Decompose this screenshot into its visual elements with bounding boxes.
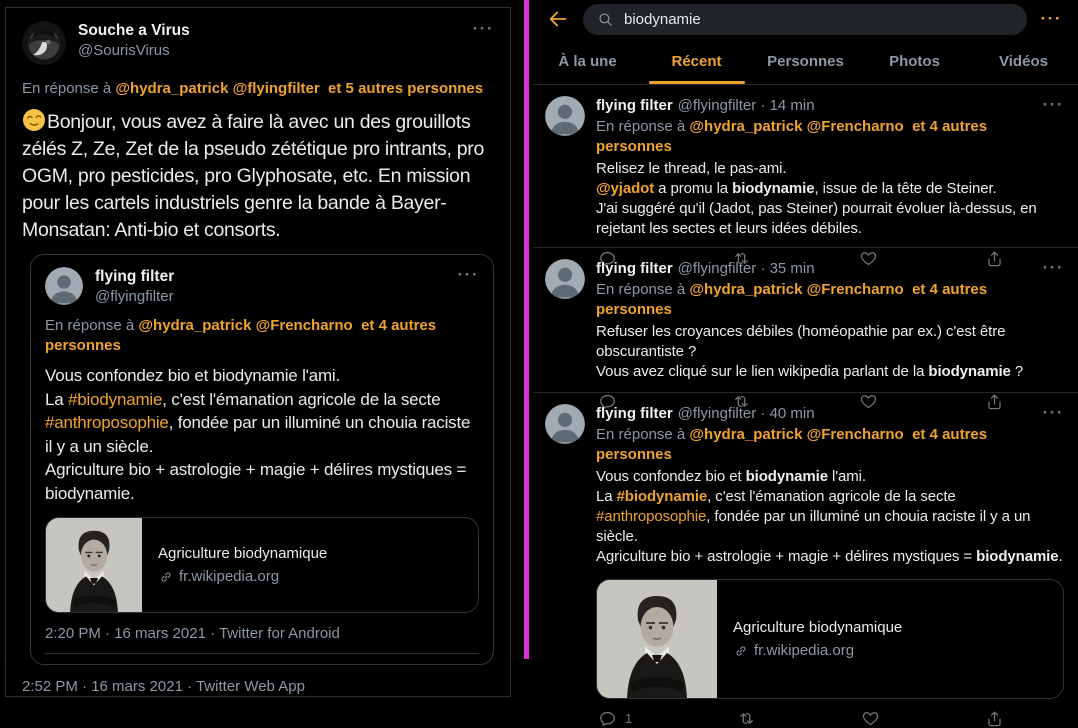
more-icon[interactable]: ··· <box>1042 95 1064 114</box>
quoted-timestamp: 2:20 PM · 16 mars 2021 · Twitter for Android <box>45 625 340 642</box>
tab-label: À la une <box>558 52 617 70</box>
tab-label: Vidéos <box>999 52 1048 70</box>
quoted-tweet-header <box>45 267 479 306</box>
search-icon <box>597 11 614 28</box>
link-card[interactable] <box>596 579 1064 699</box>
default-avatar[interactable] <box>45 267 83 305</box>
quoted-tweet-text: Vous confondez bio et biodynamie l'ami. La #biodynamie, c'est l'émanation agricole de la secte #anthroposophie, fondée par un illuminé un chouia raciste il y a un siècle. Agriculture bio + astrologie + magie + délires mystiques = biodynamie. <box>45 366 475 503</box>
header-more-icon[interactable]: ··· <box>1040 9 1062 28</box>
link-card-domain-text: fr.wikipedia.org <box>754 642 855 659</box>
search-header <box>533 0 1078 38</box>
quoted-reply-context[interactable]: En réponse à @hydra_patrick @Frencharno et 4 autres personnes <box>45 317 441 354</box>
tweet-row[interactable] <box>533 248 1078 393</box>
tweet-detail-panel <box>0 0 524 695</box>
smirk-emoji <box>22 108 46 132</box>
tweet-actions <box>596 709 1004 728</box>
tab-label: Personnes <box>767 52 844 70</box>
tweet-header <box>596 404 1064 424</box>
retweet-icon <box>737 709 756 728</box>
reply-context[interactable]: En réponse à @hydra_patrick @flyingfilter et 5 autres personnes <box>22 80 484 97</box>
author-name[interactable]: flying filter <box>596 405 673 422</box>
default-avatar[interactable] <box>545 404 585 444</box>
reply-context[interactable]: En réponse à @hydra_patrick @Frencharno et 4 autres personnes <box>596 426 992 463</box>
link-card-domain <box>158 567 327 586</box>
default-avatar[interactable] <box>545 259 585 299</box>
share-button[interactable] <box>985 709 1004 728</box>
quoted-author-block <box>95 267 458 306</box>
steiner-portrait-image <box>46 518 142 613</box>
link-card-title: Agriculture biodynamique <box>158 545 328 562</box>
quoted-tweet[interactable] <box>30 254 494 665</box>
steiner-portrait-image <box>597 580 717 699</box>
more-icon[interactable]: ··· <box>457 265 479 284</box>
share-icon <box>985 709 1004 728</box>
more-icon[interactable]: ··· <box>1042 403 1064 422</box>
quoted-author-handle: @flyingfilter <box>95 288 174 305</box>
tweet-header <box>22 21 494 65</box>
tweet-header <box>596 259 1064 279</box>
tweet-text: Vous confondez bio et biodynamie l'ami. La #biodynamie, c'est l'émanation agricole de la secte #anthroposophie, fondée par un illuminé un chouia raciste il y a un siècle. Agriculture bio + astrologie + magie + délires mystiques = biodynamie. <box>596 468 1063 565</box>
author-handle-time: @flyingfilter · 35 min <box>677 260 815 277</box>
tweet-detail-card <box>5 7 511 697</box>
author-block <box>78 21 473 60</box>
tweet-header <box>596 96 1064 116</box>
default-avatar[interactable] <box>545 96 585 136</box>
tweet-text: Relisez le thread, le pas-ami. @yjadot a promu la biodynamie, issue de la tête de Steiner. J'ai suggéré qu'il (Jadot, pas Steiner) pourrait évoluer là-dessus, en rejetant les sectes et leurs idées débiles. <box>596 160 1041 237</box>
tab-photos[interactable] <box>860 38 969 84</box>
search-results-panel <box>533 0 1078 726</box>
link-card[interactable] <box>45 517 479 613</box>
tweet-text: Refuser les croyances débiles (homéopathie par ex.) c'est être obscurantiste ? Vous avez cliqué sur le lien wikipedia parlant de la biodynamie ? <box>596 323 1024 380</box>
author-name[interactable]: Souche a Virus <box>78 22 190 39</box>
reply-button[interactable] <box>598 709 632 728</box>
tab-label: Récent <box>671 52 722 70</box>
link-card-domain <box>733 641 902 660</box>
more-icon[interactable]: ··· <box>1042 258 1064 277</box>
reply-count: 1 <box>625 711 633 726</box>
author-handle-time: @flyingfilter · 40 min <box>677 405 815 422</box>
reply-context[interactable]: En réponse à @hydra_patrick @Frencharno et 4 autres personnes <box>596 281 992 318</box>
link-card-text <box>717 580 918 698</box>
like-button[interactable] <box>861 709 880 728</box>
search-box[interactable] <box>583 4 1027 35</box>
back-arrow-icon[interactable] <box>547 8 569 30</box>
author-name[interactable]: flying filter <box>596 260 673 277</box>
link-icon <box>733 643 749 659</box>
tweet-text-content: Bonjour, vous avez à faire là avec un des grouillots zélés Z, Ze, Zet de la pseudo zététique pro intrants, pro OGM, pro pesticides, pro Glyphosate, etc. En mission pour les cartels industriels genre la bande à Bayer-Monsatan: Anti-bio et consorts. <box>22 111 490 241</box>
tab-recent[interactable] <box>642 38 751 84</box>
tweet-row[interactable] <box>533 393 1078 728</box>
tab-a-la-une[interactable] <box>533 38 642 84</box>
plague-doctor-avatar[interactable] <box>22 21 66 65</box>
quoted-author-name[interactable]: flying filter <box>95 268 175 285</box>
author-handle-time: @flyingfilter · 14 min <box>677 97 815 114</box>
reply-icon <box>598 709 617 728</box>
link-card-domain-text: fr.wikipedia.org <box>179 568 280 585</box>
link-icon <box>158 569 174 585</box>
more-icon[interactable]: ··· <box>472 19 494 38</box>
tweet-timestamp: 2:52 PM · 16 mars 2021 · Twitter Web App <box>22 678 305 695</box>
tab-personnes[interactable] <box>751 38 860 84</box>
link-card-title: Agriculture biodynamique <box>733 619 903 636</box>
tab-videos[interactable] <box>969 38 1078 84</box>
tab-label: Photos <box>889 52 940 70</box>
tweet-text <box>22 108 494 244</box>
author-handle: @SourisVirus <box>78 42 170 59</box>
tweet-row[interactable] <box>533 85 1078 248</box>
search-tabs <box>533 38 1078 85</box>
search-input[interactable] <box>624 11 1013 28</box>
divider <box>45 653 479 654</box>
window-divider <box>524 0 529 659</box>
link-card-text <box>142 518 343 612</box>
author-name[interactable]: flying filter <box>596 97 673 114</box>
retweet-button[interactable] <box>737 709 756 728</box>
reply-context[interactable]: En réponse à @hydra_patrick @Frencharno et 4 autres personnes <box>596 118 992 155</box>
heart-icon <box>861 709 880 728</box>
